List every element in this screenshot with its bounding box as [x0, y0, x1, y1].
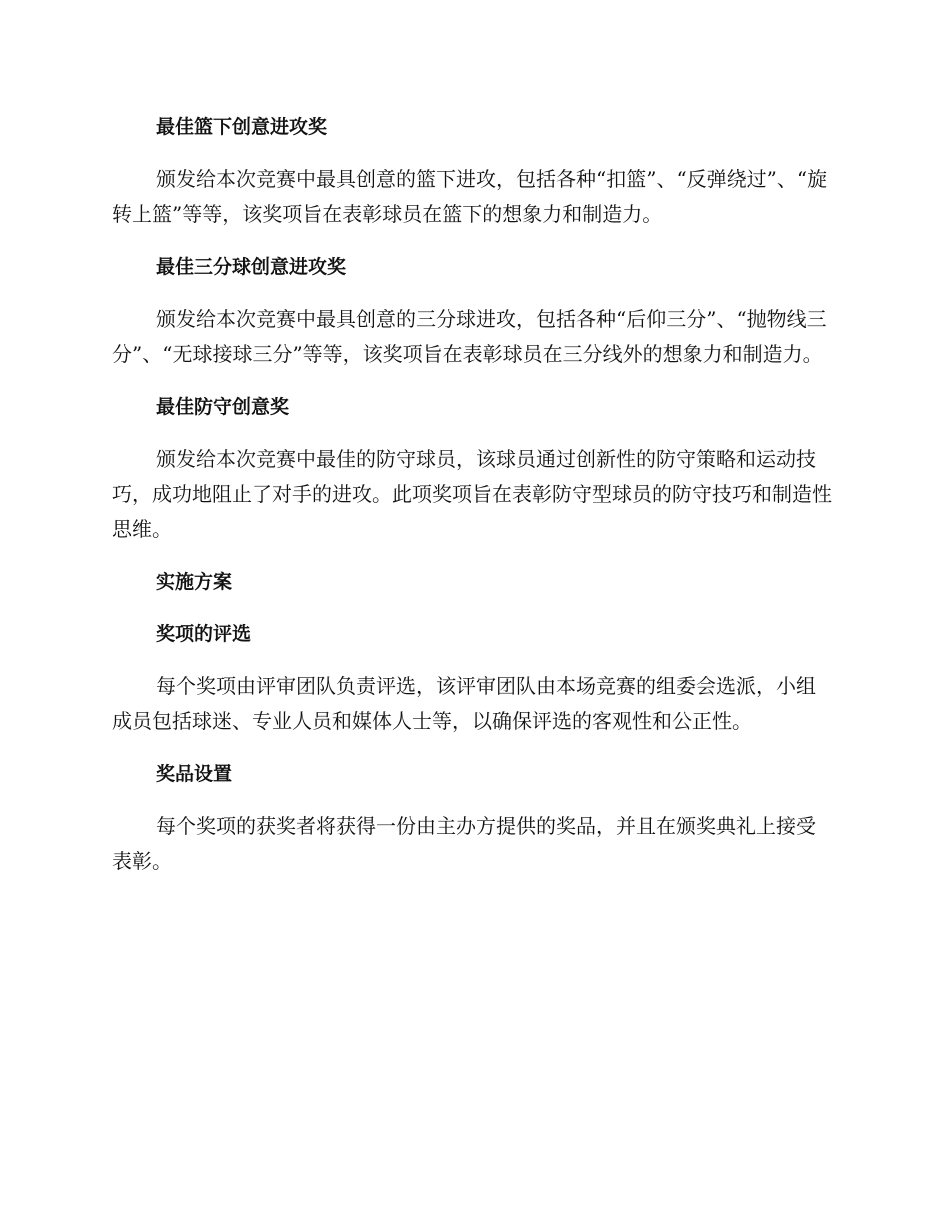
section-body-defense-award: 颁发给本次竞赛中最佳的防守球员，该球员通过创新性的防守策略和运动技巧，成功地阻止了对手的进攻。此项奖项旨在表彰防守型球员的防守技巧和制造性思维。 [112, 447, 832, 541]
selection-body: 每个奖项由评审团队负责评选，该评审团队由本场竞赛的组委会选派，小组成员包括球迷、专业人员和媒体人士等，以确保评选的客观性和公正性。 [112, 674, 816, 733]
section-heading-defense-award: 最佳防守创意奖 [156, 396, 290, 418]
section-heading-three-point-award: 最佳三分球创意进攻奖 [156, 256, 347, 278]
section-body-three-point-award: 颁发给本次竞赛中最具创意的三分球进攻，包括各种“后仰三分”、“抛物线三分”、“无球接球三分”等等，该奖项旨在表彰球员在三分线外的想象力和制造力。 [112, 307, 827, 366]
section-body-rim-award: 颁发给本次竞赛中最具创意的篮下进攻，包括各种“扣篮”、“反弹绕过”、“旋转上篮”等等，该奖项旨在表彰球员在篮下的想象力和制造力。 [112, 167, 828, 226]
prizes-body: 每个奖项的获奖者将获得一份由主办方提供的奖品，并且在颁奖典礼上接受表彰。 [112, 814, 816, 873]
prizes-heading: 奖品设置 [156, 763, 233, 785]
plan-heading: 实施方案 [156, 571, 233, 593]
document-page [112, 110, 832, 897]
section-heading-rim-award: 最佳篮下创意进攻奖 [156, 116, 328, 138]
selection-heading: 奖项的评选 [156, 623, 252, 645]
